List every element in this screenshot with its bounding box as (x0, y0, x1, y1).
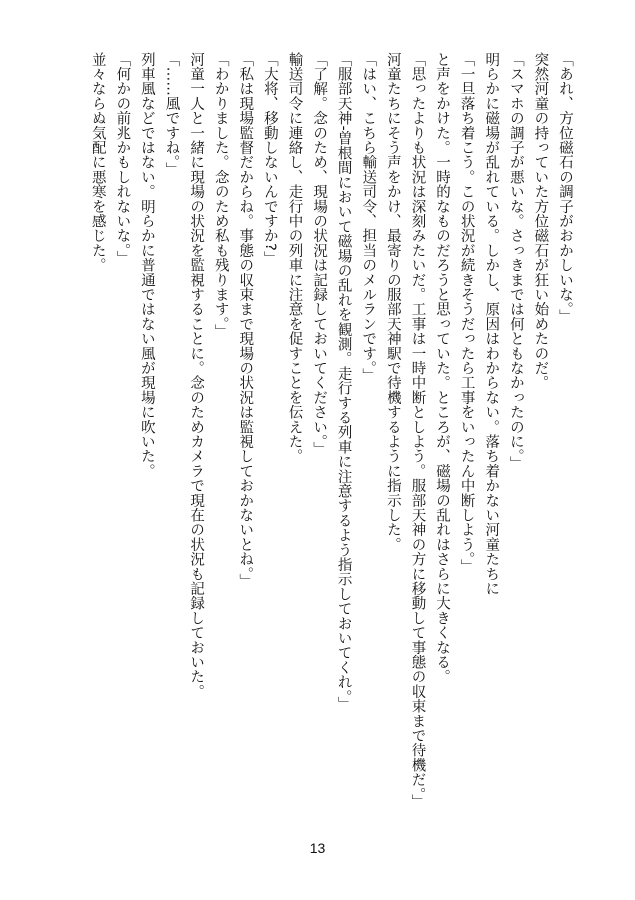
text-line: 「わかりました。念のため私も残ります。」 (212, 52, 229, 339)
text-line: 河童たちにそう声をかけ、最寄りの服部天神駅で待機するように指示した。 (384, 52, 401, 552)
text-line: 「服部天神-曽根間において磁場の乱れを観測。走行する列車に注意するよう指示しておいてくれ。」 (335, 52, 352, 712)
text-line: 「了解。念のため、現場の状況は記録しておいてください。」 (311, 52, 328, 457)
text-line: 列車風などではない。明らかに普通ではない風が現場に吹いた。 (138, 52, 155, 479)
text-line: 明らかに磁場が乱れている。しかし、原因はわからない。落ち着かない河童たちに (483, 52, 500, 596)
text-line: 「一旦落ち着こう。この状況が続きそうだったら工事をいったん中断しよう。」 (458, 52, 475, 574)
text-line: 「あれ、方位磁石の調子がおかしいな。」 (557, 52, 573, 325)
text-line: 「私は現場監督だからね。事態の収束まで現場の状況は監視しておかないとね。」 (237, 52, 254, 589)
text-line: 突然河童の持っていた方位磁石が狂い始めたのだ。 (532, 52, 549, 391)
text-line: 「はい、こちら輸送司令、担当のメルランです。」 (360, 52, 377, 383)
text-line: 「スマホの調子が悪いな。さっきまでは何ともなかったのに。」 (507, 52, 524, 472)
text-line: 「思ったよりも状況は深刻みたいだ。工事は一時中断としよう。服部天神の方に移動して事態の収束まで待機だ。」 (409, 52, 426, 810)
vertical-text-block (85, 52, 577, 810)
page-number: 13 (309, 840, 326, 856)
text-line: と声をかけた。一時的なものだろうと思っていた。ところが、磁場の乱れはさらに大きくなる。 (434, 52, 451, 685)
text-line: 「……風ですね。」 (163, 52, 180, 178)
text-line: 「大将、移動しないんですか?」 (261, 52, 278, 266)
text-line: 「何かの前兆かもしれないな。」 (114, 52, 131, 266)
text-line: 並々ならぬ気配に悪寒を感じた。 (89, 52, 106, 273)
text-line: 河童一人と一緒に現場の状況を監視することに。念のためカメラで現在の状況も記録しておいた。 (188, 52, 205, 699)
text-line: 輸送司令に連絡し、走行中の列車に注意を促すことを伝えた。 (286, 52, 303, 464)
